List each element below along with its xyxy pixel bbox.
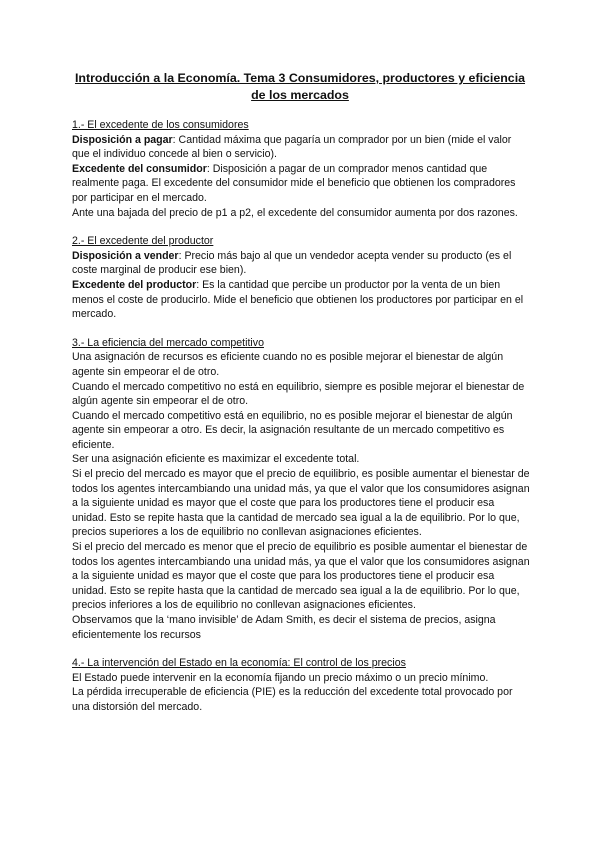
section-gap: [72, 642, 530, 656]
paragraph: Una asignación de recursos es eficiente cuando no es posible mejorar el bienestar de algún agente sin empeorar el de otro.: [72, 351, 504, 378]
term: Disposición a vender: [72, 249, 179, 262]
term: Excedente del productor: [72, 278, 197, 291]
paragraph: Ser una asignación eficiente es maximizar el excedente total.: [72, 453, 360, 466]
paragraph: Cuando el mercado competitivo no está en equilibrio, siempre es posible mejorar el bienestar de algún agente sin empeorar el de otro.: [72, 380, 525, 408]
paragraph: Cuando el mercado competitivo está en equilibrio, no es posible mejorar el bienestar de algún agente sin empeorar a otro. Es decir, la asignación resultante de un mercado competitivo es eficiente.: [72, 409, 513, 451]
paragraph-text: : Precio más bajo al que un vendedor acepta vender su producto (es el coste marginal de producir ese bien).: [72, 249, 512, 277]
section-gap: [72, 220, 530, 234]
section-heading: 2.- El excedente del productor: [72, 235, 214, 248]
paragraph-text: Ante una bajada del precio de p1 a p2, el excedente del consumidor aumenta por dos razones.: [72, 206, 518, 219]
paragraph: Si el precio del mercado es mayor que el precio de equilibrio, es posible aumentar el bienestar de todos los agentes intercambiando una unidad más, ya que el valor que los consumidores asignan a la siguiente unidad es mayor que el coste que para los productores tiene el producir esa unidad. Esto se repite hasta que la cantidad de mercado sea igual a la de equilibrio. Por lo que, precios superiores a los de equilibrio no conllevan asignaciones eficientes.: [72, 468, 530, 539]
paragraph: La pérdida irrecuperable de eficiencia (PIE) es la reducción del excedente total provocado por una distorsión del mercado.: [72, 686, 513, 713]
paragraph-text: : Disposición a pagar de un comprador menos cantidad que realmente paga. El excedente del consumidor mide el beneficio que obtienen los compradores por participar en el mercado.: [72, 162, 516, 204]
document-title: Introducción a la Economía. Tema 3 Consumidores, productores y eficiencia de los mercados: [74, 71, 526, 102]
term: Excedente del consumidor: [72, 162, 207, 175]
paragraph-text: : Cantidad máxima que pagaría un comprador por un bien (mide el valor que el individuo concede al bien o servicio).: [72, 133, 512, 161]
paragraph: [72, 249, 530, 278]
section-gap: [72, 322, 530, 336]
paragraph: El Estado puede intervenir en la economía fijando un precio máximo o un precio mínimo.: [72, 671, 489, 684]
section-heading: 1.- El excedente de los consumidores: [72, 119, 249, 131]
paragraph-text: : Es la cantidad que percibe un productor por la venta de un bien menos el coste de producirlo. Mide el beneficio que obtienen los productores por participar en el mercado.: [72, 278, 524, 321]
document-body: [72, 118, 530, 715]
paragraph: [72, 278, 530, 322]
section-heading: 4.- La intervención del Estado en la economía: El control de los precios: [72, 657, 406, 670]
paragraph: Observamos que la ‘mano invisible’ de Adam Smith, es decir el sistema de precios, asigna eficientemente los recursos: [72, 614, 496, 641]
paragraph: [72, 206, 530, 221]
section-heading: 3.- La eficiencia del mercado competitivo: [72, 336, 264, 349]
paragraph: [72, 133, 530, 162]
paragraph: [72, 162, 530, 206]
paragraph: Si el precio del mercado es menor que el precio de equilibrio es posible aumentar el bienestar de todos los agentes intercambiando una unidad más, ya que el valor que los consumidores asignan a la siguiente unidad es mayor que el coste que para los productores tiene el producir esa unidad. Esto se repite hasta que la cantidad de mercado sea igual a la de equilibrio. Por lo que, precios inferiores a los de equilibrio no conllevan asignaciones eficientes.: [72, 541, 530, 612]
term: Disposición a pagar: [72, 133, 173, 146]
